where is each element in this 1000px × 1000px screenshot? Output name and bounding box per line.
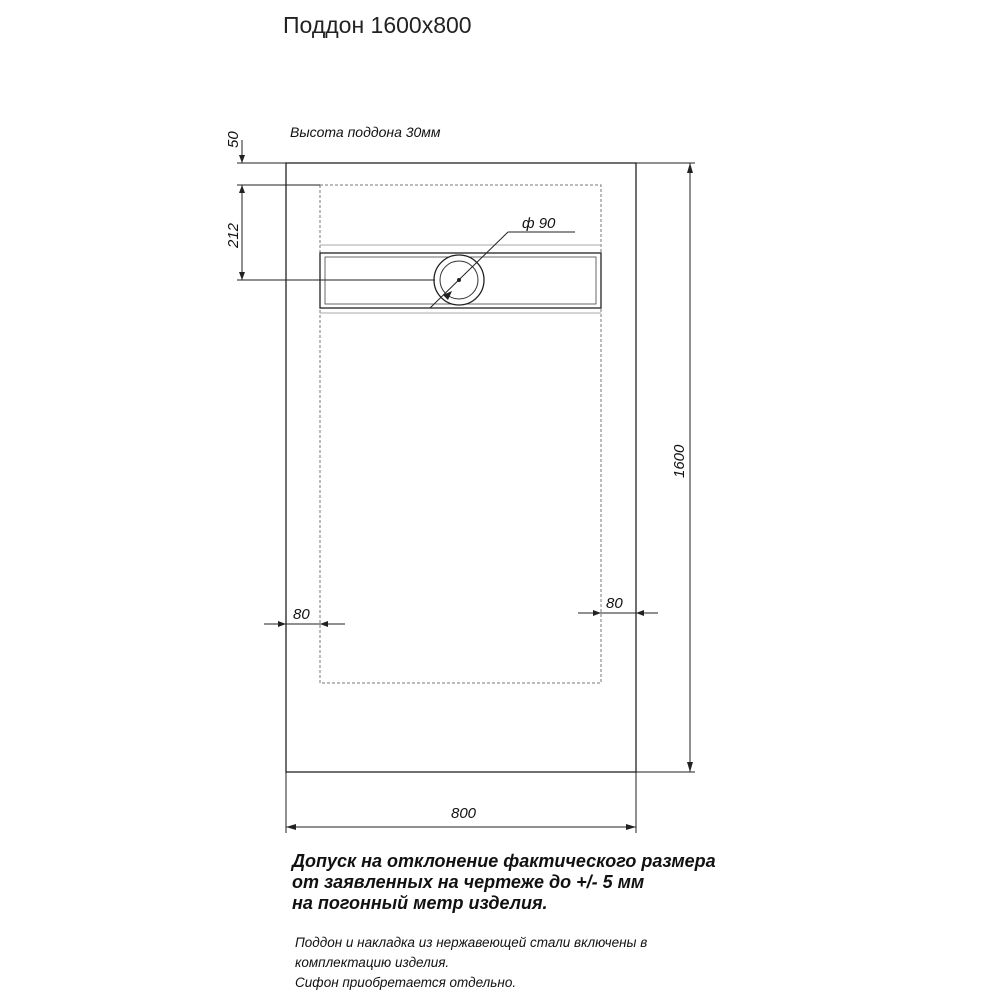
right-margin-label: 80 [606,595,623,612]
package-note-line: Сифон приобретается отдельно. [295,975,517,990]
top-offset-label: 50 [225,131,242,148]
package-note-line: Поддон и накладка из нержавеющей стали включены в [295,935,648,950]
drain-diameter-label: ф 90 [522,215,556,232]
tolerance-note-line: на погонный метр изделия. [292,893,548,913]
tray-height-note: Высота поддона 30мм [290,124,441,140]
tray-outline [286,163,636,772]
drawing-title: Поддон 1600x800 [283,12,472,38]
drain-offset-label: 212 [225,222,242,248]
left-vertical-dimensions [237,140,435,280]
package-note [295,933,647,993]
left-margin-label: 80 [293,606,310,623]
tolerance-note-line: Допуск на отклонение фактического размера [292,851,716,871]
width-dimension [286,772,636,833]
tolerance-note-line: от заявленных на чертеже до +/- 5 мм [292,872,645,892]
package-note-line: комплектацию изделия. [295,955,450,970]
tolerance-note [292,851,716,914]
length-label: 1600 [671,444,688,478]
width-label: 800 [451,805,477,822]
